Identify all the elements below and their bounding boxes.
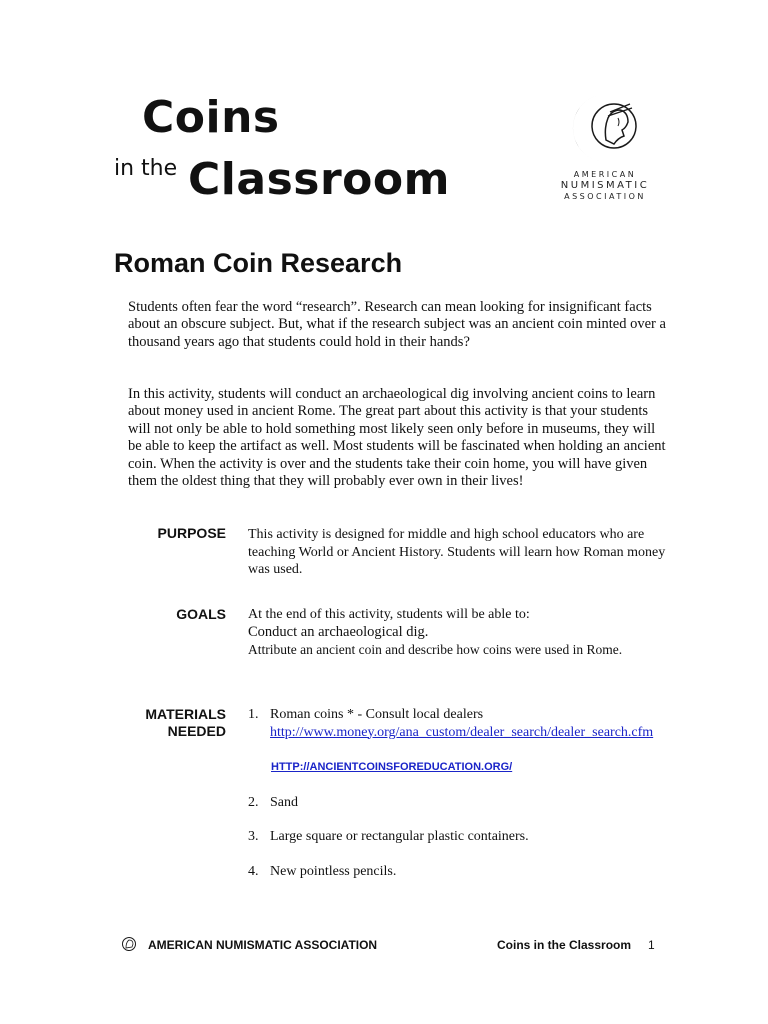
dealer-search-link[interactable]: http://www.money.org/ana_custom/dealer_search/dealer_search.cfm — [270, 724, 654, 740]
purpose-text: This activity is designed for middle and high school educators who are teaching World or Ancient History. Students will learn how Roman money was used. — [248, 527, 666, 577]
purpose-label: PURPOSE — [157, 525, 226, 541]
material-item — [248, 794, 688, 812]
intro-paragraph-1: Students often fear the word “research”. Research can mean looking for insignificant facts about an obscure subject. But, what if the research subject was an ancient coin minted over a thousand years ago that students could hold in their hands? — [128, 299, 666, 350]
material-text: Sand — [270, 795, 298, 810]
ana-logo-text — [540, 170, 670, 201]
material-text: Large square or rectangular plastic containers. — [270, 829, 529, 844]
material-item — [248, 863, 688, 881]
materials-label-line2: NEEDED — [167, 723, 226, 739]
goal-item: Conduct an archaeological dig. — [248, 623, 429, 640]
footer-organization: AMERICAN NUMISMATIC ASSOCIATION — [148, 938, 378, 952]
brand-title-coins: Coins — [142, 92, 280, 143]
footer-ana-logo-icon — [114, 932, 140, 958]
materials-label — [100, 706, 226, 740]
goals-intro: At the end of this activity, students will be able to: — [248, 607, 530, 622]
material-text: Roman coins * - Consult local dealers — [270, 707, 484, 722]
logo-line-american: AMERICAN — [573, 170, 637, 179]
material-number: 4. — [248, 864, 259, 879]
page-number: 1 — [648, 938, 655, 952]
material-item — [248, 828, 688, 846]
page-title: Roman Coin Research — [114, 248, 403, 278]
goal-item: Attribute an ancient coin and describe how coins were used in Rome. — [248, 642, 623, 657]
material-item — [248, 706, 688, 741]
goals-section — [248, 606, 668, 659]
material-number: 2. — [248, 795, 259, 810]
footer-series-title: Coins in the Classroom — [497, 938, 632, 952]
intro-paragraph-2: In this activity, students will conduct an archaeological dig involving ancient coins to learn about money used in ancient Rome. The great part about this activity is that your students will not only be able to hold something most likely seen only before in museums, they will be able to keep the artifact as well. Most students will be fascinated when holding an ancient coin. When the activity is over and the students take their coin home, you will have given them the oldest thing that they will probably ever own in their lives! — [128, 386, 666, 490]
logo-line-numismatic: NUMISMATIC — [560, 180, 650, 191]
materials-label-line1: MATERIALS — [145, 706, 226, 722]
material-number: 3. — [248, 829, 259, 844]
material-text: New pointless pencils. — [270, 864, 397, 879]
logo-line-association: ASSOCIATION — [564, 192, 646, 201]
brand-title-classroom: Classroom — [188, 154, 450, 205]
material-number: 1. — [248, 707, 259, 722]
brand-title-in-the: in the — [114, 156, 178, 181]
goals-label: GOALS — [176, 606, 226, 622]
ancient-coins-education-link[interactable]: HTTP://ANCIENTCOINSFOREDUCATION.ORG/ — [271, 761, 513, 773]
